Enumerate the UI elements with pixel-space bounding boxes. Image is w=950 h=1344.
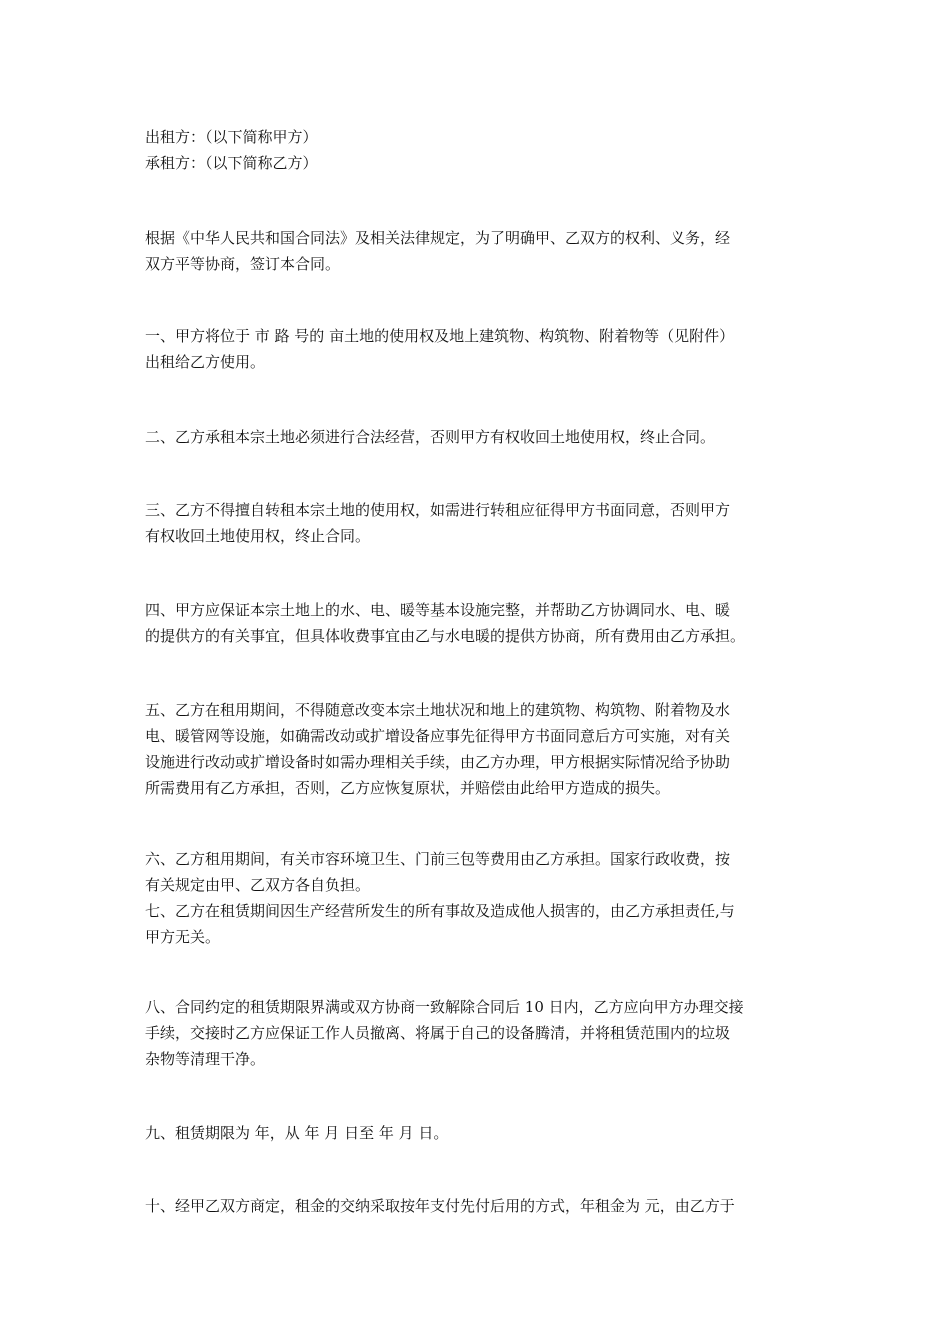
clause-line: 九、租赁期限为 年，从 年 月 日至 年 月 日。 xyxy=(145,1124,449,1142)
parties-header xyxy=(145,124,810,176)
clause-line: 八、合同约定的租赁期限界满或双方协商一致解除合同后 10 日内，乙方应向甲方办理交接 xyxy=(145,998,744,1016)
clause-line: 一、甲方将位于 市 路 号的 亩土地的使用权及地上建筑物、构筑物、附着物等（见附件） xyxy=(145,327,735,345)
lessor-line: 出租方：（以下简称甲方） xyxy=(145,128,318,146)
clause-3 xyxy=(145,497,810,549)
clause-10 xyxy=(145,1193,810,1219)
clause-line: 电、暖管网等设施，如确需改动或扩增设备应事先征得甲方书面同意后方可实施，对有关 xyxy=(145,727,731,745)
clause-line: 五、乙方在租用期间，不得随意改变本宗土地状况和地上的建筑物、构筑物、附着物及水 xyxy=(145,701,731,719)
clause-2 xyxy=(145,424,810,450)
clause-line: 有权收回土地使用权，终止合同。 xyxy=(145,527,371,545)
clause-line: 四、甲方应保证本宗土地上的水、电、暖等基本设施完整，并帮助乙方协调同水、电、暖 xyxy=(145,601,731,619)
intro-paragraph xyxy=(145,225,810,277)
clause-1 xyxy=(145,323,810,375)
clause-line: 的提供方的有关事宜，但具体收费事宜由乙与水电暖的提供方协商，所有费用由乙方承担。 xyxy=(145,627,746,645)
clause-line: 六、乙方租用期间，有关市容环境卫生、门前三包等费用由乙方承担。国家行政收费，按 xyxy=(145,850,731,868)
intro-line: 双方平等协商，签订本合同。 xyxy=(145,255,341,273)
clause-line: 设施进行改动或扩增设备时如需办理相关手续，由乙方办理，甲方根据实际情况给予协助 xyxy=(145,753,731,771)
clause-line: 出租给乙方使用。 xyxy=(145,353,266,371)
clause-line: 甲方无关。 xyxy=(145,928,221,946)
clause-line: 手续，交接时乙方应保证工作人员撤离、将属于自己的设备腾清，并将租赁范围内的垃圾 xyxy=(145,1024,731,1042)
clause-9 xyxy=(145,1120,810,1146)
clause-line: 十、经甲乙双方商定，租金的交纳采取按年支付先付后用的方式，年租金为 元，由乙方于 xyxy=(145,1197,735,1215)
intro-line: 根据《中华人民共和国合同法》及相关法律规定，为了明确甲、乙双方的权利、义务，经 xyxy=(145,229,731,247)
lessee-line: 承租方：（以下简称乙方） xyxy=(145,154,318,172)
clause-6-7 xyxy=(145,846,810,950)
clause-line: 有关规定由甲、乙双方各自负担。 xyxy=(145,876,371,894)
clause-line: 所需费用有乙方承担，否则，乙方应恢复原状，并赔偿由此给甲方造成的损失。 xyxy=(145,779,671,797)
clause-line: 七、乙方在租赁期间因生产经营所发生的所有事故及造成他人损害的，由乙方承担责任,与 xyxy=(145,902,735,920)
clause-line: 三、乙方不得擅自转租本宗土地的使用权，如需进行转租应征得甲方书面同意，否则甲方 xyxy=(145,501,731,519)
clause-4 xyxy=(145,597,810,649)
clause-5 xyxy=(145,697,810,801)
clause-line: 杂物等清理干净。 xyxy=(145,1050,266,1068)
clause-line: 二、乙方承租本宗土地必须进行合法经营，否则甲方有权收回土地使用权，终止合同。 xyxy=(145,428,716,446)
clause-8 xyxy=(145,994,810,1072)
